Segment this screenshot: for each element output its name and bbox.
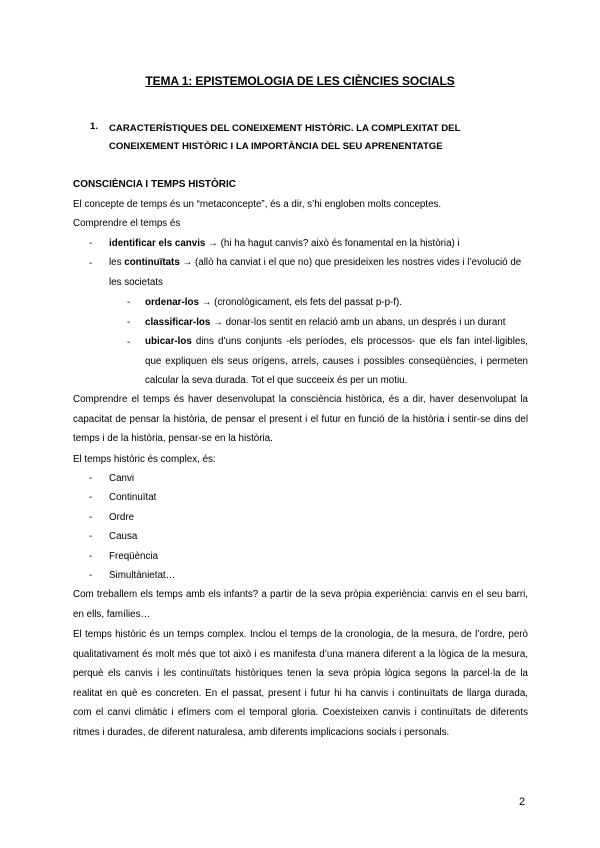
subbullet-item: [145, 332, 528, 391]
list-item: Canvi: [109, 473, 135, 484]
subbullet-term: ubicar-los: [145, 336, 192, 347]
complex-intro: El temps històric és complex, és:: [73, 454, 216, 465]
page-number: 2: [519, 796, 526, 808]
list-item: Ordre: [109, 512, 135, 523]
subbullet-term: ordenar-los: [145, 297, 199, 308]
list-item: Simultànietat…: [109, 570, 176, 581]
subbullet-dash: -: [127, 297, 131, 308]
subbullet-item: [145, 297, 402, 308]
list-item: Causa: [109, 531, 138, 542]
list-dash: -: [89, 512, 93, 523]
consciousness-paragraph: Comprendre el temps és haver desenvolupat la consciència històrica, és a dir, haver desenvolupat la capacitat de pensar la història, de pensar el present i el futur en funció de la història i sentir-se dins del temps i de la història, pensar-se en la història.: [73, 394, 528, 445]
list-dash: -: [89, 473, 93, 484]
bullet-term: identificar els canvis: [109, 238, 206, 249]
bullet-text: → (hi ha hagut canvis? això és fonamental en la història) i: [205, 238, 460, 249]
subbullet-dash: -: [127, 317, 131, 328]
list-dash: -: [89, 531, 93, 542]
subbullet-text: → (cronològicament, els fets del passat p-p-f).: [198, 297, 403, 308]
subbullet-term: classificar-los: [145, 317, 211, 328]
comprendre-line: Comprendre el temps és: [73, 218, 181, 229]
bullet-item: [109, 253, 529, 292]
bullet-dash: -: [89, 258, 93, 269]
subbullet-text: → donar-los sentit en relació amb un abans, un després i un durant: [210, 317, 506, 328]
list-dash: -: [89, 492, 93, 503]
list-item: Freqüència: [109, 551, 159, 562]
subheading: CONSCIÈNCIA I TEMPS HISTÒRIC: [73, 179, 236, 190]
subbullet-item: [145, 317, 506, 328]
bullet-term: continuïtats: [124, 257, 180, 268]
children-paragraph: Com treballem els temps amb els infants? a partir de la seva pròpia experiència: canvis en el seu barri, en ells, famílies…: [73, 589, 528, 620]
section-heading: CARACTERÍSTIQUES DEL CONEIXEMENT HISTÒRIC. LA COMPLEXITAT DEL CONEIXEMENT HISTÒRIC I LA IMPORTÀNCIA DEL SEU APRENENTATGE: [109, 123, 461, 152]
subbullet-dash: -: [127, 337, 131, 348]
bullet-item: [109, 238, 460, 249]
subbullet-text: dins d’uns conjunts -els períodes, els processos- que els fan intel·ligibles, que expliquen els seus orígens, arrels, causes i possibles conseqüències, i permeten calcular la seva durada. Tot el que succeeix és per un motiu.: [145, 336, 528, 387]
list-dash: -: [89, 551, 93, 562]
list-item: Continuïtat: [109, 492, 157, 503]
bullet-text: → (allò ha canviat i el que no) que presideixen les nostres vides i l’evolució de les societats: [109, 257, 522, 288]
bullet-pre: les: [109, 257, 125, 268]
list-dash: -: [89, 570, 93, 581]
intro-paragraph: El concepte de temps és un “metaconcepte”, és a dir, s’hi engloben molts conceptes.: [73, 199, 442, 210]
historical-time-paragraph: El temps històric és un temps complex. Inclou el temps de la cronologia, de la mesura, de l’ordre, però qualitativament és molt més que tot això i es manifesta d’una manera diferent a la lògica de la mesura, perquè els canvis i les continuïtats històriques tenen la seva pròpia lògica segons la parcel·la de la realitat en què es concreten. En el passat, present i futur hi ha canvis i continuïtats de llarga durada, com el canvi climàtic i efímers com el temporal gloria. Coexisteixen canvis i continuïtats de diferents ritmes i durades, de diferent naturalesa, amb diferents implicacions socials i personals.: [73, 629, 528, 738]
section-number: 1.: [90, 121, 99, 132]
document-title: TEMA 1: EPISTEMOLOGIA DE LES CIÈNCIES SOCIALS: [145, 74, 455, 88]
bullet-dash: -: [89, 238, 93, 249]
